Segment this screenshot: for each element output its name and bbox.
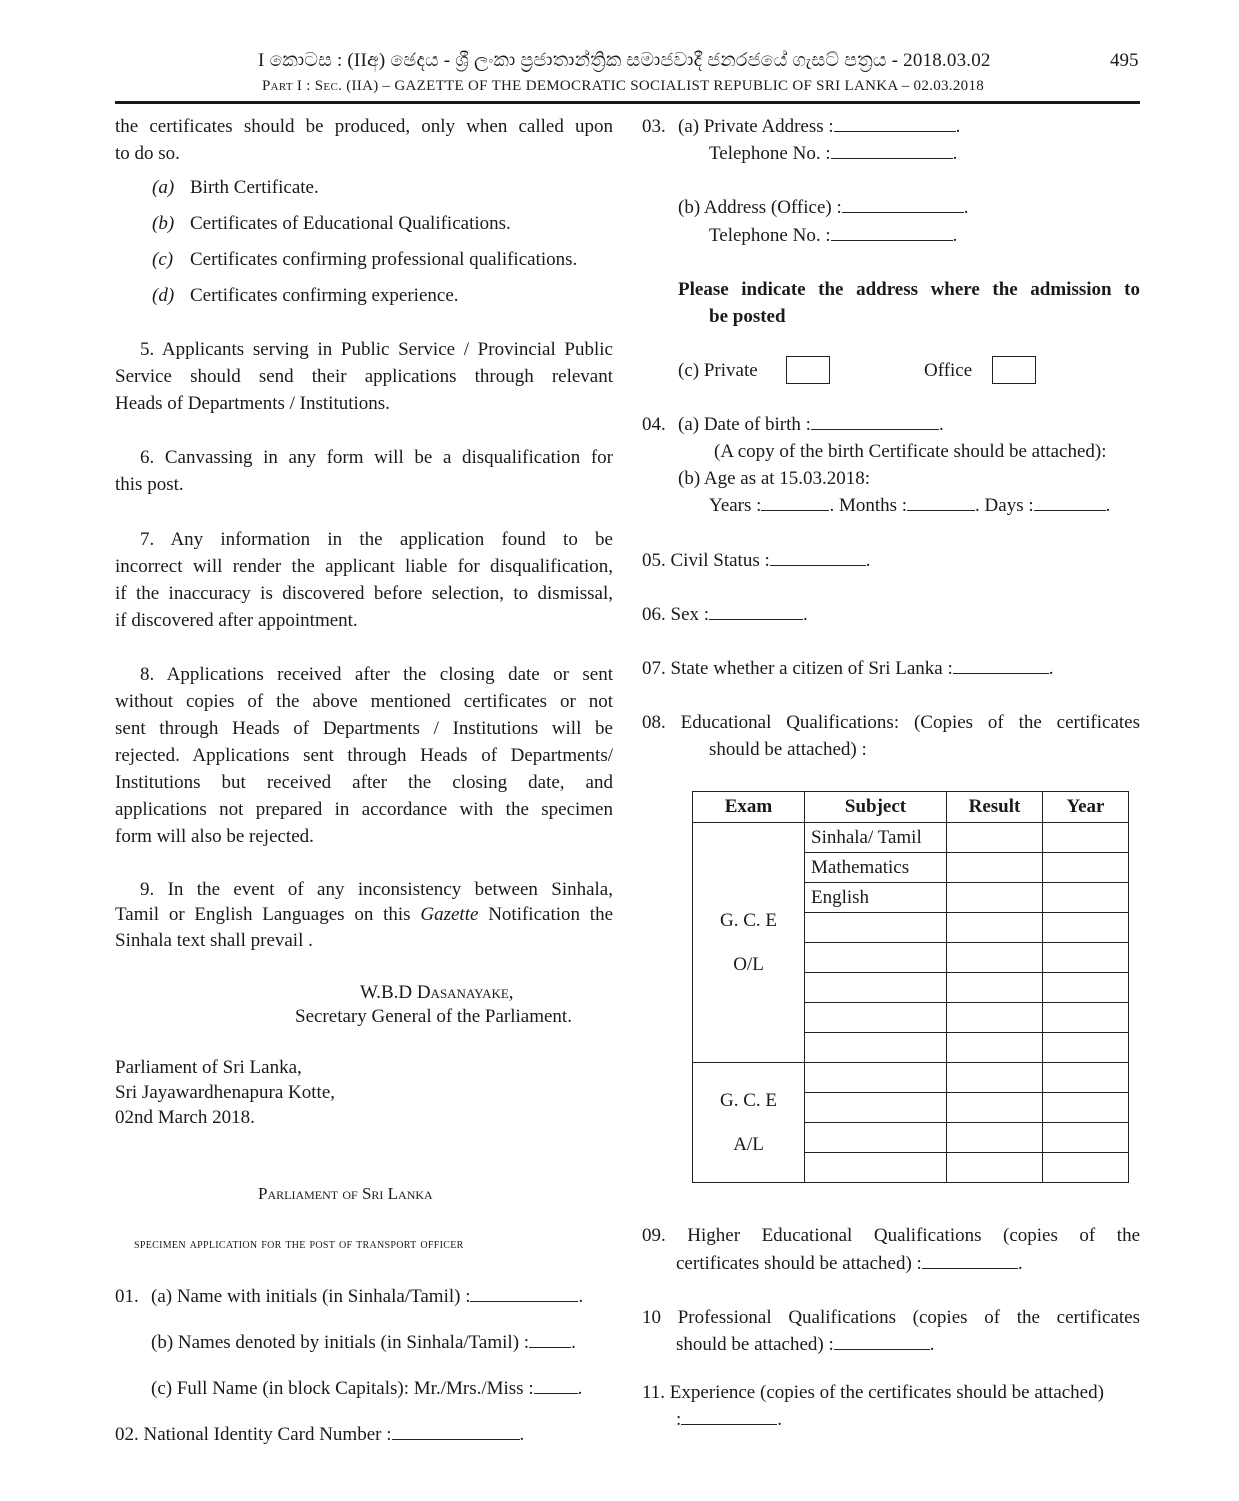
days-blank[interactable] xyxy=(1034,498,1106,511)
year-cell[interactable] xyxy=(1043,1123,1129,1153)
para-5-line-3: Heads of Departments / Institutions. xyxy=(115,393,390,414)
result-cell[interactable] xyxy=(947,973,1043,1003)
subject-cell[interactable] xyxy=(805,1003,947,1033)
result-cell[interactable] xyxy=(947,913,1043,943)
address-line-2: Sri Jayawardhenapura Kotte, xyxy=(115,1082,336,1103)
cert-label-c: (c) xyxy=(152,249,174,270)
q04b-age-fields: Years : . Months : . Days : . xyxy=(709,495,1111,516)
q01a-label: (a) Name with initials (in Sinhala/Tamil) : . xyxy=(151,1286,584,1307)
result-cell[interactable] xyxy=(947,883,1043,913)
page-number: 495 xyxy=(1110,50,1139,71)
q04b-label: (b) Age as at 15.03.2018: xyxy=(678,468,871,489)
year-cell[interactable] xyxy=(1043,1153,1129,1183)
para-8-line-1: 8. Applications received after the closing date or sent xyxy=(140,664,613,685)
q03b-label: (b) Address (Office) : . xyxy=(678,197,969,218)
specimen-title: specimen application for the post of transport officer xyxy=(134,1237,464,1252)
gazette-header-sinhala: I කොටස : (IIඅ) ඡෙදය - ශ්‍රී ලංකා ප්‍රජාතාන්ත්‍රික සමාජවාදී ජනරජයේ ගැසට් පත්‍රය - 2018.03.02 xyxy=(258,50,991,71)
year-cell[interactable] xyxy=(1043,1063,1129,1093)
q07-label: 07. State whether a citizen of Sri Lanka : . xyxy=(642,658,1054,679)
education-table xyxy=(692,791,1129,1183)
result-cell[interactable] xyxy=(947,1123,1043,1153)
exam-al: G. C. E A/L xyxy=(693,1063,805,1183)
q09-line-2: certificates should be attached) : . xyxy=(676,1253,1023,1274)
para-7-line-3: if the inaccuracy is discovered before selection, to dismissal, xyxy=(115,583,613,604)
intro-line-2: to do so. xyxy=(115,143,180,164)
para-7-line-2: incorrect will render the applicant liable for disqualification, xyxy=(115,556,613,577)
result-cell[interactable] xyxy=(947,1063,1043,1093)
q03-number: 03. xyxy=(642,116,666,137)
office-checkbox[interactable] xyxy=(992,356,1036,384)
cert-birth: Birth Certificate. xyxy=(190,177,319,198)
higher-education-blank[interactable] xyxy=(922,1256,1018,1269)
years-blank[interactable] xyxy=(761,498,829,511)
q01b-blank[interactable] xyxy=(529,1335,571,1348)
subject-cell[interactable] xyxy=(805,1033,947,1063)
subject-cell[interactable] xyxy=(805,973,947,1003)
gazette-header-english: Part I : Sec. (IIA) – GAZETTE OF THE DEMOCRATIC SOCIALIST REPUBLIC OF SRI LANKA – 02.03.2018 xyxy=(262,78,985,94)
subject-cell[interactable] xyxy=(805,1063,947,1093)
q04a-label: (a) Date of birth : . xyxy=(678,414,944,435)
para-6-line-2: this post. xyxy=(115,474,184,495)
header-result: Result xyxy=(947,792,1043,823)
result-cell[interactable] xyxy=(947,1153,1043,1183)
experience-blank[interactable] xyxy=(681,1412,777,1425)
cert-professional: Certificates confirming professional qualifications. xyxy=(190,249,578,270)
subject-cell: English xyxy=(805,883,947,913)
office-label: Office xyxy=(924,360,973,381)
q03a-telephone: Telephone No. : . xyxy=(709,143,958,164)
civil-status-blank[interactable] xyxy=(770,553,866,566)
citizen-blank[interactable] xyxy=(953,661,1049,674)
para-8-line-5: Institutions but received after the closing date, and xyxy=(115,772,613,793)
cert-label-a: (a) xyxy=(152,177,175,198)
result-cell[interactable] xyxy=(947,1033,1043,1063)
header-subject: Subject xyxy=(805,792,947,823)
subject-cell[interactable] xyxy=(805,1123,947,1153)
q03b-blank[interactable] xyxy=(842,200,964,213)
result-cell[interactable] xyxy=(947,853,1043,883)
para-7-line-1: 7. Any information in the application found to be xyxy=(140,529,613,550)
q01c-label: (c) Full Name (in block Capitals): Mr./Mrs./Miss : . xyxy=(151,1378,583,1399)
q03c-private-label: (c) Private xyxy=(678,360,758,381)
para-8-line-7: form will also be rejected. xyxy=(115,826,314,847)
q09-line-1: 09. Higher Educational Qualifications (copies of the xyxy=(642,1225,1140,1246)
subject-cell: Sinhala/ Tamil xyxy=(805,823,947,853)
q01c-blank[interactable] xyxy=(534,1381,578,1394)
para-9-line-3: Sinhala text shall prevail . xyxy=(115,930,313,951)
section-title: Parliament of Sri Lanka xyxy=(258,1184,433,1203)
subject-cell[interactable] xyxy=(805,943,947,973)
q01b-label: (b) Names denoted by initials (in Sinhala/Tamil) : . xyxy=(151,1332,576,1353)
subject-cell: Mathematics xyxy=(805,853,947,883)
subject-cell[interactable] xyxy=(805,1093,947,1123)
private-checkbox[interactable] xyxy=(786,356,830,384)
para-8-line-3: sent through Heads of Departments / Institutions will be xyxy=(115,718,613,739)
result-cell[interactable] xyxy=(947,1003,1043,1033)
result-cell[interactable] xyxy=(947,1093,1043,1123)
year-cell[interactable] xyxy=(1043,943,1129,973)
q02-blank[interactable] xyxy=(392,1427,520,1440)
para-8-line-4: rejected. Applications sent through Heads of Departments/ xyxy=(115,745,613,766)
subject-cell[interactable] xyxy=(805,913,947,943)
admission-instruction-line-2: be posted xyxy=(709,306,786,327)
q08-line-2: should be attached) : xyxy=(709,739,867,760)
signatory-name: W.B.D Dasanayake, xyxy=(360,982,514,1003)
para-6-line-1: 6. Canvassing in any form will be a disqualification for xyxy=(140,447,613,468)
signatory-title: Secretary General of the Parliament. xyxy=(295,1006,572,1027)
para-9-line-1: 9. In the event of any inconsistency between Sinhala, xyxy=(140,879,613,900)
year-cell[interactable] xyxy=(1043,1003,1129,1033)
address-line-1: Parliament of Sri Lanka, xyxy=(115,1057,302,1078)
professional-blank[interactable] xyxy=(834,1337,930,1350)
para-8-line-2: without copies of the above mentioned certificates or not xyxy=(115,691,613,712)
para-9-line-2: Tamil or English Languages on this Gazette Notification the xyxy=(115,904,614,925)
para-5-line-1: 5. Applicants serving in Public Service / Provincial Public xyxy=(140,339,613,360)
q03a-telephone-blank[interactable] xyxy=(831,146,953,159)
q02-label: 02. National Identity Card Number : . xyxy=(115,1424,525,1445)
year-cell[interactable] xyxy=(1043,823,1129,853)
year-cell[interactable] xyxy=(1043,973,1129,1003)
q01a-blank[interactable] xyxy=(470,1289,578,1302)
address-date: 02nd March 2018. xyxy=(115,1107,255,1128)
intro-line-1: the certificates should be produced, only when called upon xyxy=(115,116,613,137)
q03b-telephone-blank[interactable] xyxy=(831,228,953,241)
year-cell[interactable] xyxy=(1043,1093,1129,1123)
header-exam: Exam xyxy=(693,792,805,823)
para-7-line-4: if discovered after appointment. xyxy=(115,610,358,631)
header-year: Year xyxy=(1043,792,1129,823)
para-8-line-6: applications not prepared in accordance with the specimen xyxy=(115,799,613,820)
q04-number: 04. xyxy=(642,414,666,435)
subject-cell[interactable] xyxy=(805,1153,947,1183)
header-rule xyxy=(115,101,1140,104)
q05-label: 05. Civil Status : . xyxy=(642,550,871,571)
q03b-telephone: Telephone No. : . xyxy=(709,225,958,246)
exam-ol: G. C. E O/L xyxy=(693,823,805,1063)
result-cell[interactable] xyxy=(947,823,1043,853)
year-cell[interactable] xyxy=(1043,913,1129,943)
para-5-line-2: Service should send their applications through relevant xyxy=(115,366,613,387)
q04a-note: (A copy of the birth Certificate should be attached): xyxy=(714,441,1107,462)
year-cell[interactable] xyxy=(1043,883,1129,913)
months-blank[interactable] xyxy=(907,498,975,511)
cert-experience: Certificates confirming experience. xyxy=(190,285,459,306)
cert-label-d: (d) xyxy=(152,285,175,306)
q01-number: 01. xyxy=(115,1286,139,1307)
cert-label-b: (b) xyxy=(152,213,175,234)
year-cell[interactable] xyxy=(1043,853,1129,883)
q10-line-2: should be attached) : . xyxy=(676,1334,935,1355)
q08-line-1: 08. Educational Qualifications: (Copies of the certificates xyxy=(642,712,1140,733)
result-cell[interactable] xyxy=(947,943,1043,973)
q06-label: 06. Sex : . xyxy=(642,604,808,625)
q04a-blank[interactable] xyxy=(811,417,939,430)
sex-blank[interactable] xyxy=(709,607,803,620)
q11-line-2: : . xyxy=(676,1409,783,1430)
cert-education: Certificates of Educational Qualifications. xyxy=(190,213,511,234)
q10-line-1: 10 Professional Qualifications (copies of the certificates xyxy=(642,1307,1140,1328)
year-cell[interactable] xyxy=(1043,1033,1129,1063)
q03a-label: (a) Private Address : . xyxy=(678,116,961,137)
q03a-blank[interactable] xyxy=(834,119,956,132)
q11-line-1: 11. Experience (copies of the certificates should be attached) xyxy=(642,1382,1104,1403)
admission-instruction-line-1: Please indicate the address where the admission to xyxy=(678,279,1140,300)
